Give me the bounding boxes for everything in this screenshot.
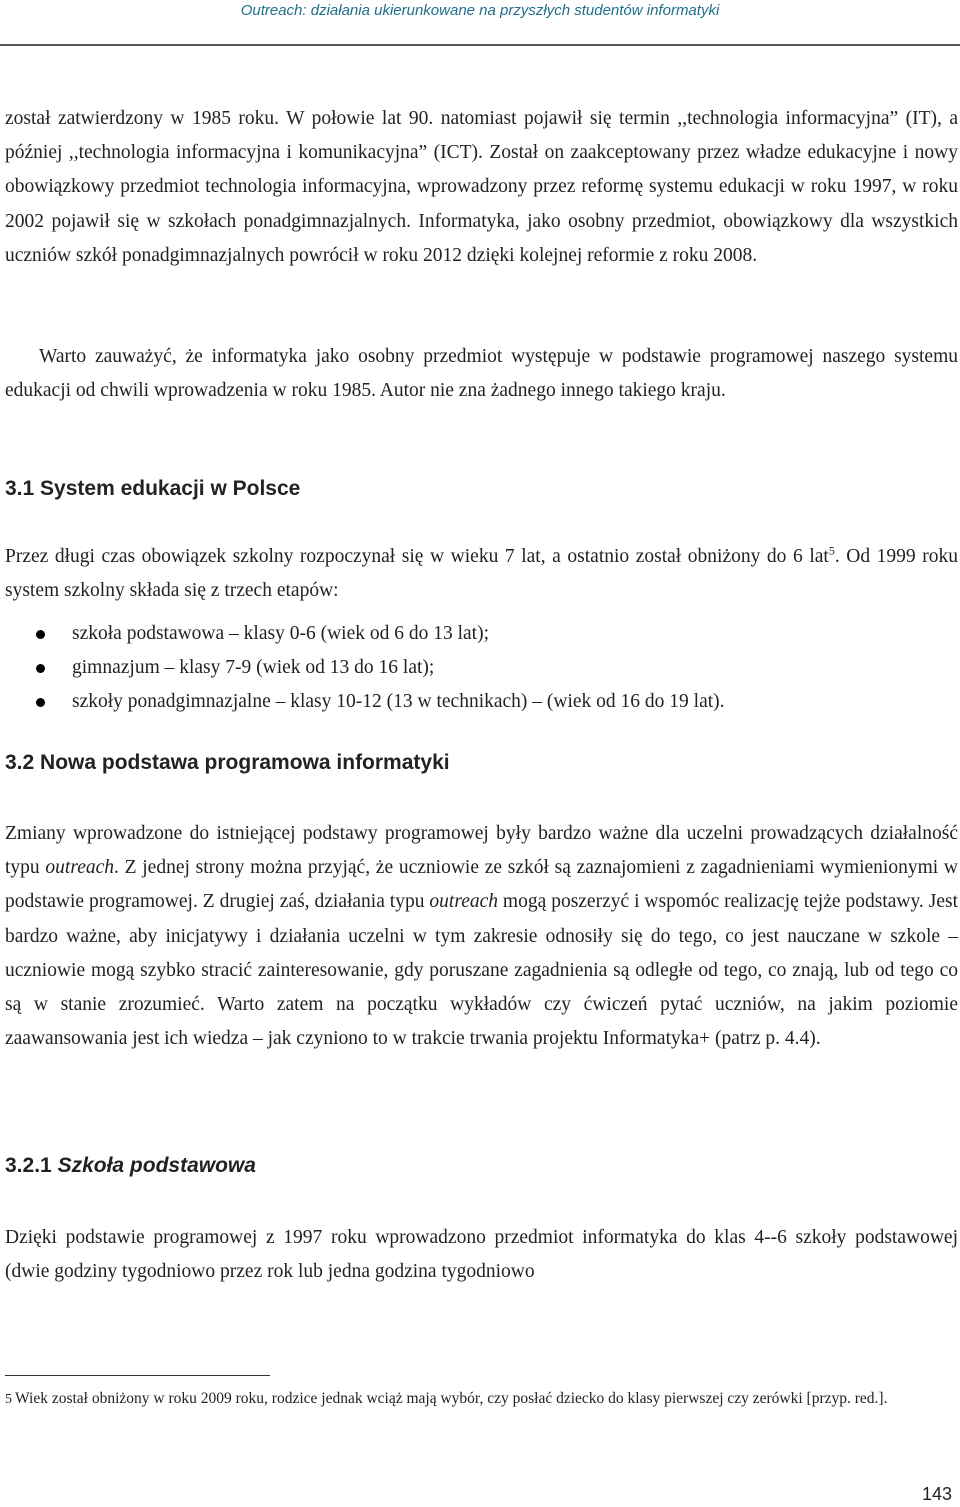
page-number: 143 [921,1484,952,1504]
paragraph-text: mogą poszerzyć i wspomóc realizację tejże podstawy. Jest bardzo ważne, aby inicjatywy i działania uczelni w tym zakresie odnosiły się do tego, co jest nauczane w szkole – uczniowie mogą szybko stracić zainteresowanie, gdy poruszane zagadnienia są odległe od tego, co znają, lub od tego co są w stanie zrozumieć. Warto zatem na początku wykładów czy ćwiczeń pytać uczniów, na jakim poziomie zaawansowania jest ich wiedza – jak czyniono to w trakcie trwania projektu Informatyka+ (patrz p. 4.4). [5,891,958,1050]
section-heading-3-1: 3.1 System edukacji w Polsce [5,477,301,500]
paragraph-text: . Od 1999 roku system szkolny składa się z trzech etapów: [5,546,958,602]
bullet-icon [36,698,45,707]
running-header: Outreach: działania ukierunkowane na przyszłych studentów informatyki [240,2,720,19]
list-item-text: szkoły ponadgimnazjalne – klasy 10-12 (13 w technikach) – (wiek od 16 do 19 lat). [72,691,725,713]
paragraph-text: Przez długi czas obowiązek szkolny rozpoczynał się w wieku 7 lat, a ostatnio został obniżony do 6 lat [5,546,829,567]
paragraph-curriculum [5,817,958,1056]
paragraph-school-system [5,540,958,608]
subsection-number: 3.2.1 [5,1154,52,1177]
list-item-text: gimnazjum – klasy 7-9 (wiek od 13 do 16 lat); [72,657,435,679]
footnote-divider [5,1375,270,1376]
list-item [0,685,958,719]
footnote [5,1385,957,1413]
paragraph-text: Zmiany wprowadzone do istniejącej podstawy programowej były bardzo ważne dla uczelni prowadzących działalność typu [5,823,958,879]
list-item [0,651,958,685]
school-stages-list [0,617,958,720]
footnote-number: 5 [5,1392,12,1407]
list-item-text: szkoła podstawowa – klasy 0-6 (wiek od 6 do 13 lat); [72,623,490,644]
italic-term: outreach [45,857,114,879]
footnote-text: Wiek został obniżony w roku 2009 roku, rodzice jednak wciąż mają wybór, czy posłać dziecko do klasy pierwszej czy zerówki [przyp. red.]. [15,1390,888,1407]
header-divider [0,44,960,46]
paragraph-text: . Z jednej strony można przyjąć, że uczniowie ze szkół są zaznajomieni z zagadnieniami wymienionymi w podstawie programowej. Z drugiej zaś, działania typu [5,857,958,913]
subsection-title: Szkoła podstawowa [57,1154,256,1177]
footnote-reference: 5 [828,543,835,558]
section-heading-3-2: 3.2 Nowa podstawa programowa informatyki [5,751,450,774]
paragraph-primary-school: Dzięki podstawie programowej z 1997 roku wprowadzono przedmiot informatyka do klas 4--6 szkoły podstawowej (dwie godziny tygodniowo przez rok lub jedna godzina tygodniowo [5,1227,958,1283]
bullet-icon [36,664,45,673]
paragraph-note: Warto zauważyć, że informatyka jako osobny przedmiot występuje w podstawie programowej naszego systemu edukacji od chwili wprowadzenia w roku 1985. Autor nie zna żadnego innego takiego kraju. [5,346,958,402]
list-item [0,617,958,651]
bullet-icon [36,630,45,639]
paragraph-intro: został zatwierdzony w 1985 roku. W połowie lat 90. natomiast pojawił się termin ,,technologia informacyjna” (IT), a później ,,technologia informacyjna i komunikacyjna” (ICT). Został on zaakceptowany przez władze edukacyjne i nowy obowiązkowy przedmiot technologia informacyjna, wprowadzony przez reformę systemu edukacji w roku 1997, w roku 2002 pojawił się w szkołach ponadgimnazjalnych. Informatyka, jako osobny przedmiot, obowiązkowy dla wszystkich uczniów szkół ponadgimnazjalnych powrócił w roku 2012 dzięki kolejnej reformie z roku 2008. [5,108,958,266]
italic-term: outreach [429,891,498,913]
subsection-heading-3-2-1 [5,1154,256,1178]
